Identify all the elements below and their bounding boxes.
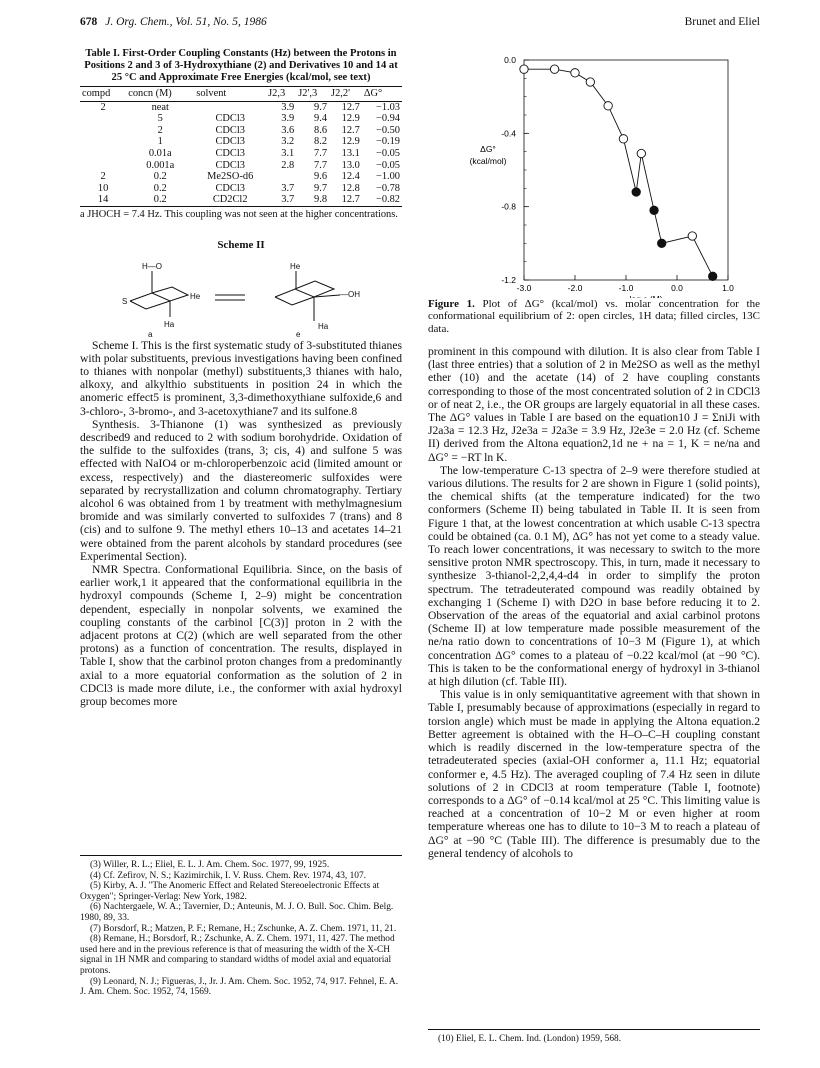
table-cell: −0.94 bbox=[375, 113, 400, 125]
footnote-10: (10) Eliel, E. L. Chem. Ind. (London) 1959, 568. bbox=[438, 1034, 622, 1044]
x-tick-label: -1.0 bbox=[618, 283, 634, 293]
table-cell bbox=[80, 160, 126, 172]
figure-1-caption bbox=[428, 298, 760, 335]
h1-data-point bbox=[637, 149, 645, 157]
h1-data-point bbox=[550, 65, 558, 73]
table-cell: −0.19 bbox=[375, 136, 400, 148]
table-cell: 0.01a bbox=[148, 147, 172, 159]
scheme-label-a: a bbox=[148, 329, 153, 337]
table-cell: 3.9 bbox=[281, 113, 295, 125]
scheme-label-e: e bbox=[296, 329, 301, 337]
journal-citation: J. Org. Chem., Vol. 51, No. 5, 1986 bbox=[105, 16, 267, 28]
y-tick-label: 0.0 bbox=[504, 55, 516, 65]
table-cell: 3.7 bbox=[281, 194, 295, 206]
table-cell: 12.7 bbox=[341, 194, 360, 206]
x-tick-label: 0.0 bbox=[671, 283, 683, 293]
table-row bbox=[80, 125, 402, 137]
scheme-label-s: S bbox=[122, 296, 128, 306]
right-column bbox=[428, 345, 760, 860]
table-row bbox=[80, 171, 402, 183]
table-cell: 7.7 bbox=[314, 147, 328, 159]
table-cell: CDCl3 bbox=[215, 159, 245, 171]
footnote-4: (4) Cf. Zefirov, N. S.; Kazimirchik, I. V. Russ. Chem. Rev. 1974, 43, 107. bbox=[90, 870, 367, 881]
table-cell bbox=[80, 125, 126, 137]
left-column bbox=[80, 48, 402, 708]
table-cell bbox=[80, 136, 126, 148]
table-row bbox=[80, 160, 402, 172]
figure-1-caption-label: Figure 1. bbox=[428, 298, 475, 310]
table-cell: 13.0 bbox=[341, 159, 360, 171]
table-cell bbox=[80, 113, 126, 125]
table-cell: 9.4 bbox=[314, 113, 328, 125]
footnote-9: (9) Leonard, N. J.; Figueras, J., Jr. J. Am. Chem. Soc. 1952, 74, 917. Fehnel, E. A. J. Am. Chem. Soc. 1952, 74, 1569. bbox=[80, 976, 399, 998]
y-axis-label: ΔG° bbox=[480, 144, 496, 154]
table-row bbox=[80, 101, 402, 113]
table-cell: Me2SO-d6 bbox=[207, 171, 254, 183]
table-cell: 3.7 bbox=[281, 182, 295, 194]
table-cell bbox=[194, 101, 266, 113]
scheme-label-he2: He bbox=[290, 261, 301, 271]
table-cell: 12.7 bbox=[341, 101, 360, 113]
table-cell: CDCl3 bbox=[215, 113, 245, 125]
footnote-7: (7) Borsdorf, R.; Matzen, P. F.; Remane, H.; Zschunke, A. Z. Chem. 1971, 11, 21. bbox=[90, 923, 397, 934]
page-header bbox=[80, 16, 760, 32]
table-cell: 9.6 bbox=[314, 171, 328, 183]
scheme-label-ha: Ha bbox=[164, 319, 175, 329]
table-cell: 3.6 bbox=[281, 124, 295, 136]
y-tick-label: -0.4 bbox=[501, 128, 516, 139]
table1-col-j22p: J2,2' bbox=[331, 88, 350, 99]
paragraph-low-temp: The low-temperature C-13 spectra of 2–9 were therefore studied at various dilutions. The results for 2 are shown in Figure 1 (solid points), the chemical shifts (at the temperature indicated) for the two conformers (Scheme II) being tabulated in Table II. It is seen from Figure 1 that, at the lowest concentration at which usable C-13 spectra could be obtained (ca. 0.1 M), ΔG° has not yet come to a steady value. To reach lower concentrations, it was necessary to switch to the more sensitive proton NMR spectroscopy. This, in turn, made it necessary to synthesize 3-thianol-2,2,4,4-d4 in order to simplify the proton spectrum. The tetradeuterated compound was readily obtained by exchanging 1 (Scheme I) with D2O in base before reducing it to 2. Observation of the areas of the equatorial and axial carbinol protons (Scheme II) at low temperature made possible measurement of the ne/na ratio down to concentrations of 10−3 M (Figure 1), at which concentration ΔG° comes to a plateau of −0.22 kcal/mol (at −90 °C). This is taken to be the conformational energy of hydroxyl in 3-thianol at high dilution (cf. Table III). bbox=[428, 463, 760, 689]
paragraph-synthesis: Synthesis. 3-Thianone (1) was synthesized as previously described9 and reduced to 2 with sodium borohydride. Oxidation of the sulfide to the sulfoxides (trans, 3; cis, 4) and sulfone 5 was effected with NaIO4 or m-chloroperbenzoic acid (limited amount or excess, respectively) and the diastereomeric sulfoxides were separated by recrystallization and column chromatography. Tertiary alcohol 6 was obtained from 1 by treatment with methylmagnesium bromide and was similarly converted to sulfoxides 7 (trans) and 8 (cis) and to sulfone 9. The methyl ethers 10–13 and acetates 14–21 were obtained from the parent alcohols by standard procedures (see Experimental Section). bbox=[80, 417, 402, 563]
table1-col-compd: compd bbox=[82, 88, 111, 99]
table-cell: −1.03 bbox=[375, 101, 400, 113]
table-cell: CDCl3 bbox=[215, 182, 245, 194]
table-cell: −0.50 bbox=[375, 124, 400, 136]
table-cell: CDCl3 bbox=[215, 147, 245, 159]
table1-col-j2p3: J2',3 bbox=[298, 88, 318, 99]
footnote-6: (6) Nachtergaele, W. A.; Tavernier, D.; Anteunis, M. J. O. Bull. Soc. Chim. Belg. 1980, 89, 33. bbox=[80, 902, 394, 923]
table-row bbox=[80, 183, 402, 195]
table-cell: 0.2 bbox=[153, 194, 167, 206]
table1-col-dg: ΔG° bbox=[363, 88, 383, 99]
table-cell: 0.2 bbox=[153, 171, 167, 183]
scheme-ii-drawing bbox=[100, 257, 380, 337]
figure-1 bbox=[428, 48, 760, 298]
table-cell: −0.78 bbox=[375, 182, 400, 194]
table-cell: 12.8 bbox=[341, 182, 360, 194]
table-cell: CDCl3 bbox=[215, 136, 245, 148]
c13-data-point bbox=[650, 206, 658, 214]
paragraph-prominent: prominent in this compound with dilution. It is also clear from Table I (last three entries) that a solution of 2 in Me2SO as well as the methyl ether (10) and the acetate (14) of 2 have coupling constants corresponding to those of the most concentrated solution of 2 in CDCl3 or of neat 2, i.e., the OR groups are largely equatorial in all these cases. The ΔG° values in Table I are based on the equation10 J = ΣniJi with J2a3a = 12.3 Hz, J2e3a = J2a3e = 3.9 Hz, J2e3e = 2.0 Hz (cf. Scheme II) derived from the Altona equation2,1d ne + na = 1, K = ne/na and ΔG° = −RT ln K. bbox=[428, 345, 760, 464]
table-cell: 8.6 bbox=[314, 124, 328, 136]
table-row bbox=[80, 113, 402, 125]
scheme-label-ho: H—O bbox=[142, 261, 162, 271]
h1-data-point bbox=[571, 69, 579, 77]
y-axis-unit: (kcal/mol) bbox=[469, 156, 507, 166]
table-cell: −0.82 bbox=[375, 194, 400, 206]
table1-title: Table I. First-Order Coupling Constants (Hz) between the Protons in Positions 2 and 3 of 3-Hydroxythiane (2) and Derivatives 10 and 14 at 25 °C and Approximate Free Energies (kcal/mol, see text) bbox=[84, 48, 398, 83]
table-cell: 7.7 bbox=[314, 159, 328, 171]
table-cell: CD2Cl2 bbox=[212, 194, 248, 206]
table-cell: 12.9 bbox=[341, 136, 360, 148]
h1-data-point bbox=[604, 102, 612, 110]
footnote-5: (5) Kirby, A. J. "The Anomeric Effect and Related Stereoelectronic Effects at Oxygen"; Springer-Verlag: New York, 1982. bbox=[80, 881, 380, 902]
scheme-ii bbox=[80, 221, 402, 339]
paragraph-scheme-i: Scheme I. This is the first systematic study of 3-substituted thianes with polar substituents, previous investigations having been confined to thianes with nonpolar (methyl) substituents,3 thianes with halo, alkoxy, and alkylthio substituents in position 24 in which the anomeric effect5 is prominent, 3,3-dimethoxythiane sulfoxide,6 and 3-chloro-, 3-bromo-, and 3-acetoxythiane7 and its sulfone.8 bbox=[80, 338, 402, 418]
table-cell: 2.8 bbox=[281, 159, 295, 171]
table-cell: 3.2 bbox=[281, 136, 295, 148]
table-cell: 10 bbox=[97, 182, 109, 194]
table-row bbox=[80, 136, 402, 148]
table-row bbox=[80, 194, 402, 206]
table-cell: 3.9 bbox=[281, 101, 295, 113]
x-tick-label: -2.0 bbox=[567, 283, 583, 293]
running-authors: Brunet and Eliel bbox=[684, 16, 760, 28]
table-cell: 9.8 bbox=[314, 194, 328, 206]
table-cell: −0.05 bbox=[375, 159, 400, 171]
table-cell bbox=[80, 148, 126, 160]
conformer-a-ring-lower bbox=[130, 301, 170, 309]
footnotes-left bbox=[80, 855, 402, 998]
table-cell: CDCl3 bbox=[215, 124, 245, 136]
h1-data-point bbox=[688, 232, 696, 240]
footnotes-right bbox=[428, 1029, 760, 1045]
table-cell: −1.00 bbox=[375, 171, 400, 183]
table-cell: 3.1 bbox=[281, 147, 295, 159]
figure-1-caption-text: Plot of ΔG° (kcal/mol) vs. molar concentration for the conformational equilibrium of 2: open circles, 1H data; filled circles, 13C data. bbox=[428, 298, 760, 335]
table-cell: 12.9 bbox=[341, 113, 360, 125]
c13-data-point bbox=[658, 239, 666, 247]
table-cell: 1 bbox=[157, 136, 163, 148]
paragraph-nmr: NMR Spectra. Conformational Equilibria. Since, on the basis of earlier work,1 it appeared that the conformational equilibria in the hydroxyl compounds (Scheme I, 2–9) might be concentration dependent, especially in nonpolar solvents, we examined the coupling constants of the carbinol [C(3)] proton in 2 with the adjacent protons at C(2) (which are well separated from the other protons) as a function of concentration. The results, displayed in Table I, show that the carbinol proton changes from a predominantly axial to a more equatorial conformation as the solution of 2 in CDCl3 is made more dilute, i.e., the conformer with axial hydroxyl group becomes more bbox=[80, 562, 402, 709]
figure-1-chart bbox=[428, 48, 760, 298]
scheme-label-ha2: Ha bbox=[318, 321, 329, 331]
table-cell: 12.7 bbox=[341, 124, 360, 136]
paragraph-agreement: This value is in only semiquantitative agreement with that shown in Table I, presumably because of approximations (especially in regard to torsion angle) which must be made in applying the Altona equation.2 Better agreement is obtained with the H–O–C–H coupling constant which is readily discerned in the low-temperature spectra of the tetradeuterated species (axial-OH conformer a, 11.1 Hz; equatorial conformer e, 4.5 Hz). The averaged coupling of 7.4 Hz seen in dilute solutions of 2 in CDCl3 at room temperature (Table I, footnote) corresponds to a ΔG° of −0.14 kcal/mol at 25 °C. This limiting value is reached at a concentration of 10−2 M or even higher at room temperature whereas one has to dilute to 10−3 M to reach a plateau of ΔG° at −90 °C (Table III). The difference is presumably due to the general tendency of alcohols to bbox=[428, 688, 760, 860]
fit-curve bbox=[524, 69, 713, 276]
table-cell: 13.1 bbox=[341, 147, 360, 159]
footnote-3: (3) Willer, R. L.; Eliel, E. L. J. Am. Chem. Soc. 1977, 99, 1925. bbox=[90, 860, 330, 870]
table-cell: 0.2 bbox=[153, 182, 167, 194]
x-tick-label: 1.0 bbox=[722, 283, 734, 293]
table1-footnote: a JHOCH = 7.4 Hz. This coupling was not seen at the higher concentrations. bbox=[80, 208, 398, 220]
c13-data-point bbox=[632, 188, 640, 196]
scheme-label-oh: —OH bbox=[340, 289, 360, 299]
table-cell: neat bbox=[151, 101, 169, 113]
table-cell: 8.2 bbox=[314, 136, 328, 148]
y-tick-label: -0.8 bbox=[501, 201, 516, 212]
y-tick-label: -1.2 bbox=[501, 275, 516, 285]
table-cell: 9.7 bbox=[314, 182, 328, 194]
table1-col-solvent: solvent bbox=[196, 88, 227, 99]
conformer-e-ring-lower bbox=[275, 297, 314, 305]
table-cell: 2 bbox=[100, 171, 106, 183]
table-cell: 5 bbox=[157, 113, 163, 125]
table-cell: −0.05 bbox=[375, 147, 400, 159]
table1-col-j23: J2,3 bbox=[268, 88, 286, 99]
table-cell: 2 bbox=[100, 101, 106, 113]
table-cell: 2 bbox=[157, 124, 163, 136]
table1 bbox=[80, 86, 402, 207]
table-cell bbox=[266, 171, 296, 183]
x-tick-label: -3.0 bbox=[516, 283, 532, 293]
scheme-label-he: He bbox=[190, 291, 201, 301]
scheme-title: Scheme II bbox=[217, 238, 265, 251]
table-cell: 12.4 bbox=[341, 171, 360, 183]
table-cell: 14 bbox=[97, 194, 109, 206]
page-number: 678 bbox=[80, 16, 98, 28]
footnote-8: (8) Remane, H.; Borsdorf, R.; Zschunke, A. Z. Chem. 1971, 11, 427. The method used here and in the previous reference is that of measuring the width of the X-CH signal in 1H NMR and comparing to standard widths of model axial and equatorial protons. bbox=[80, 934, 395, 976]
table-row bbox=[80, 148, 402, 160]
conformer-a-ring bbox=[130, 287, 188, 301]
table1-col-concn: concn (M) bbox=[128, 88, 172, 99]
table1-header-row bbox=[80, 87, 402, 102]
table-cell: 0.001a bbox=[146, 159, 175, 171]
h1-data-point bbox=[520, 65, 528, 73]
h1-data-point bbox=[619, 135, 627, 143]
c13-data-point bbox=[709, 272, 717, 280]
table-cell: 9.7 bbox=[314, 101, 328, 113]
conformer-e-ring bbox=[275, 281, 334, 297]
h1-data-point bbox=[586, 78, 594, 86]
